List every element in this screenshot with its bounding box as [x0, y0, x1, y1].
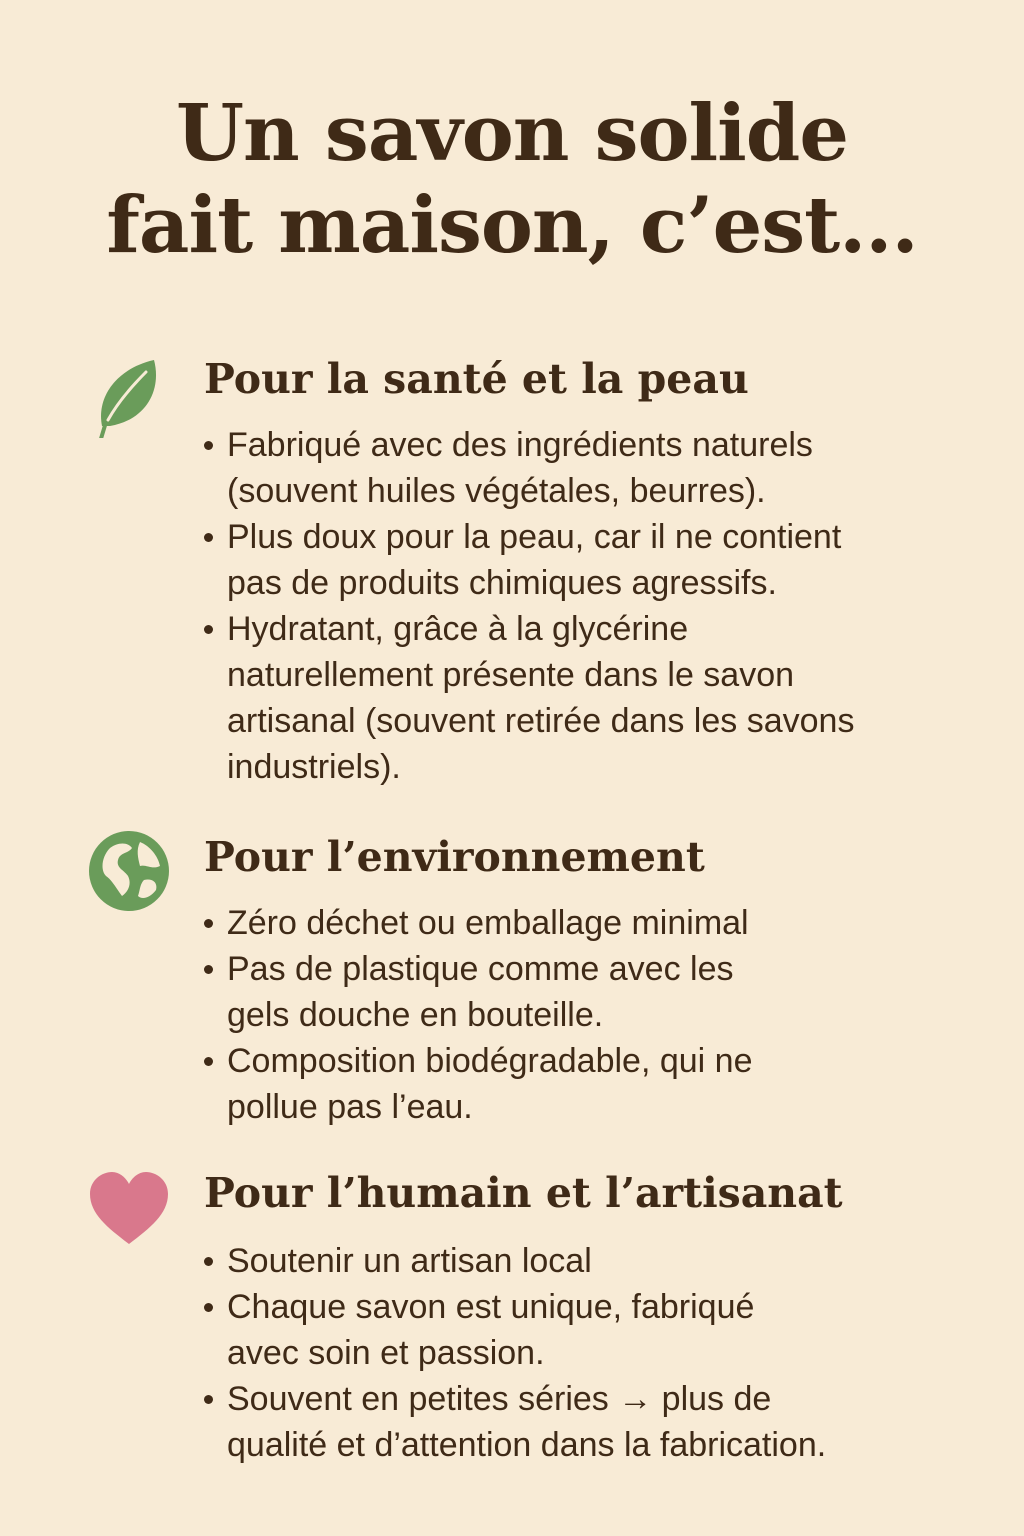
- bullet-line: gels douche en bouteille.: [227, 996, 604, 1034]
- title-line-2: fait maison, c’est...: [106, 180, 918, 271]
- bullet-list: [200, 900, 1000, 1130]
- section-heading: Pour l’humain et l’artisanat: [204, 1169, 843, 1217]
- list-item: [200, 1376, 1000, 1468]
- bullet-line: Hydratant, grâce à la glycérine: [227, 610, 689, 648]
- bullet-line: pollue pas l’eau.: [227, 1088, 473, 1126]
- bullet-line: Composition biodégradable, qui ne: [227, 1042, 753, 1080]
- bullet-line: industriels).: [227, 748, 401, 786]
- bullet-line: naturellement présente dans le savon: [227, 656, 795, 694]
- list-item: [200, 1238, 1000, 1284]
- bullet-line: Zéro déchet ou emballage minimal: [227, 904, 749, 942]
- bullet-line: qualité et d’attention dans la fabrication.: [227, 1426, 827, 1464]
- list-item: [200, 900, 1000, 946]
- title-line-1: Un savon solide: [176, 88, 848, 179]
- list-item: [200, 1284, 1000, 1376]
- list-item: [200, 422, 1000, 514]
- bullet-line: Souvent en petites séries → plus de: [227, 1380, 772, 1418]
- bullet-line: Fabriqué avec des ingrédients naturels: [227, 426, 813, 464]
- bullet-line: (souvent huiles végétales, beurres).: [227, 472, 766, 510]
- bullet-line: Chaque savon est unique, fabriqué: [227, 1288, 755, 1326]
- heart-icon: [88, 1170, 170, 1252]
- bullet-list: [200, 1238, 1000, 1468]
- bullet-line: avec soin et passion.: [227, 1334, 545, 1372]
- bullet-line: Plus doux pour la peau, car il ne contient: [227, 518, 842, 556]
- leaf-icon: [88, 356, 170, 438]
- bullet-list: [200, 422, 1000, 790]
- list-item: [200, 514, 1000, 606]
- bullet-line: Soutenir un artisan local: [227, 1242, 592, 1280]
- bullet-line: pas de produits chimiques agressifs.: [227, 564, 777, 602]
- list-item: [200, 946, 1000, 1038]
- list-item: [200, 1038, 1000, 1130]
- list-item: [200, 606, 1000, 790]
- bullet-line: artisanal (souvent retirée dans les savons: [227, 702, 855, 740]
- bullet-line: Pas de plastique comme avec les: [227, 950, 734, 988]
- page-title: [0, 88, 1024, 272]
- section-heading: Pour la santé et la peau: [204, 355, 749, 403]
- section-heading: Pour l’environnement: [204, 833, 705, 881]
- globe-icon: [88, 830, 170, 912]
